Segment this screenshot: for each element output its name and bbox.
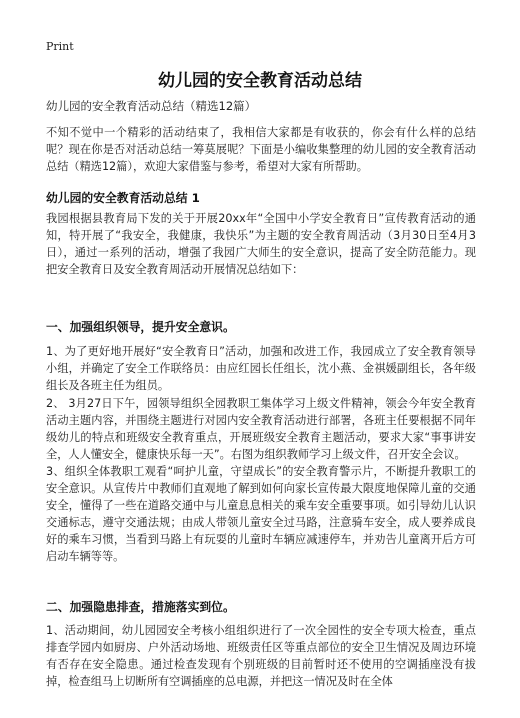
section-heading-1: 幼儿园的安全教育活动总结 1 [46,191,200,205]
section-1-paragraph: 我园根据县教育局下发的关于开展20xx年“全国中小学安全教育日”宣传教育活动的通知，特开展了“我安全，我健康，我快乐”为主题的安全教育周活动（3月30日至4月3日），通过一系列的活动，增强了我园广大师生的安全意识，提高了安全防范能力。现把安全教育日及安全教育周活动开展情况总结如下： [46,212,476,276]
item-2-paragraph: 2、 3月27日下午，园领导组织全园教职工集体学习上级文件精神，领会今年安全教育活动主题内容，并围绕主题进行对园内安全教育活动进行部署，各班主任要根据不同年级幼儿的特点和班级安全教育重点，开展班级安全教育主题活动，要求大家“事事讲安全，人人懂安全，健康快乐每一天”。右图为组织教师学习上级文件，召开安全会议。 [46,397,476,461]
intro-paragraph: 不知不觉中一个精彩的活动结束了，我相信大家都是有收获的，你会有什么样的总结呢？现在你是否对活动总结一筹莫展呢？下面是小编收集整理的幼儿园的安全教育活动总结（精选12篇），欢迎大家借鉴与参考，希望对大家有所帮助。 [46,126,476,173]
document-subtitle: 幼儿园的安全教育活动总结（精选12篇） [46,99,257,113]
print-label: Print [46,40,74,53]
subsection-heading-two: 二、加强隐患排查，措施落实到位。 [46,600,235,614]
item-4-paragraph: 1、活动期间，幼儿园园安全考核小组组织进行了一次全园性的安全专项大检查，重点排查学园内如厨房、户外活动场地、班级责任区等重点部位的安全卫生情况及周边环境有否存在安全隐患。通过检查发现有个别班级的目前暂时还不使用的空调插座没有拔掉，检查组马上切断所有空调插座的总电源，并把这一情况及时在全体 [46,624,476,688]
item-1-paragraph: 1、为了更好地开展好“安全教育日”活动，加强和改进工作，我园成立了安全教育领导小组，并确定了安全工作联络员：由应红园长任组长，沈小燕、金祺媛副组长，各年级组长及各班主任为组员。 [46,345,476,392]
subsection-heading-one: 一、加强组织领导，提升安全意识。 [46,320,235,334]
item-3-paragraph: 3、组织全体教职工观看“呵护儿童，守望成长”的安全教育警示片，不断提升教职工的安全意识。从宣传片中教师们直观地了解到如何向家长宣传最大限度地保障儿童的交通安全，懂得了一些在道路交通中与儿童息息相关的乘车安全重要事项。如引导幼儿认识交通标志，遵守交通法规；由成人带领儿童安全过马路，注意骑车安全，成人要养成良好的乘车习惯，当看到马路上有玩耍的儿童时车辆应减速停车，并劝告儿童离开后方可启动车辆等等。 [46,465,476,563]
page-title: 幼儿园的安全教育活动总结 [158,71,362,91]
